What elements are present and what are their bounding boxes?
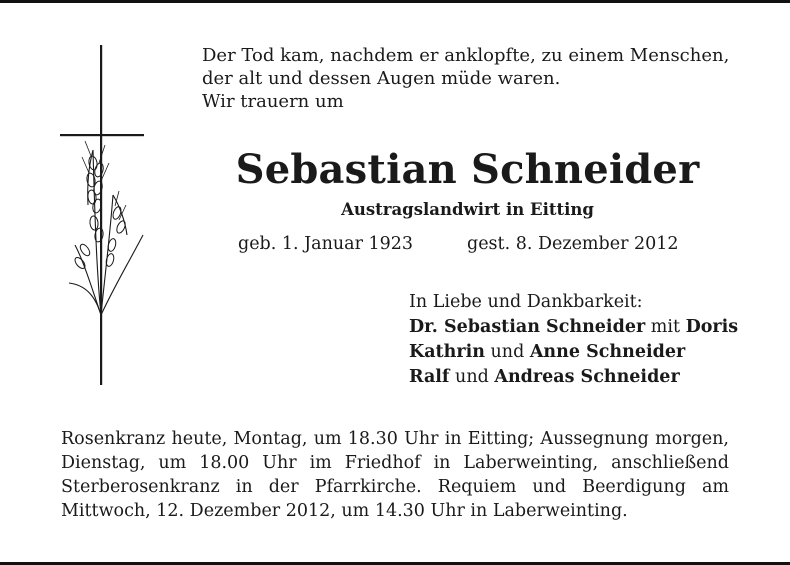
mourner-name: Ralf: [409, 367, 450, 387]
deceased-occupation: Austragslandwirt in Eitting: [341, 200, 594, 219]
mourner-connector: und: [490, 342, 525, 362]
service-schedule: Rosenkranz heute, Montag, um 18.30 Uhr in Eitting; Aussegnung morgen, Dienstag, um 18.00 Uhr im Friedhof in Laberweinting, anschließend Sterberosenkranz in der Pfarrkirche. Requiem und Beerdigung am Mittwoch, 12. Dezember 2012, um 14.30 Uhr in Laberweinting.: [61, 429, 729, 521]
mourners-line-3: [409, 365, 738, 390]
mourners-line-1: [409, 315, 738, 340]
mourner-name: Doris: [685, 317, 739, 337]
mourner-name: Anne Schneider: [529, 342, 686, 362]
mourner-name: Dr. Sebastian Schneider: [409, 317, 646, 337]
mourner-connector: mit: [650, 317, 680, 337]
mourner-name: Andreas Schneider: [494, 367, 680, 387]
intro-verse: [202, 44, 729, 113]
mourner-connector: und: [455, 367, 489, 387]
deceased-name: Sebastian Schneider: [235, 146, 700, 193]
birth-date: geb. 1. Januar 1923: [238, 234, 414, 254]
mourners-block: [409, 290, 738, 390]
intro-line-3: Wir trauern um: [202, 91, 344, 112]
mourners-line-2: [409, 340, 738, 365]
mourners-heading: In Liebe und Dankbarkeit:: [409, 292, 643, 312]
mourner-name: Kathrin: [409, 342, 485, 362]
death-date: gest. 8. Dezember 2012: [467, 234, 679, 254]
intro-line-1: Der Tod kam, nachdem er anklopfte, zu einem Menschen,: [202, 45, 730, 66]
intro-line-2: der alt und dessen Augen müde waren.: [202, 68, 561, 89]
top-border: [0, 0, 790, 3]
